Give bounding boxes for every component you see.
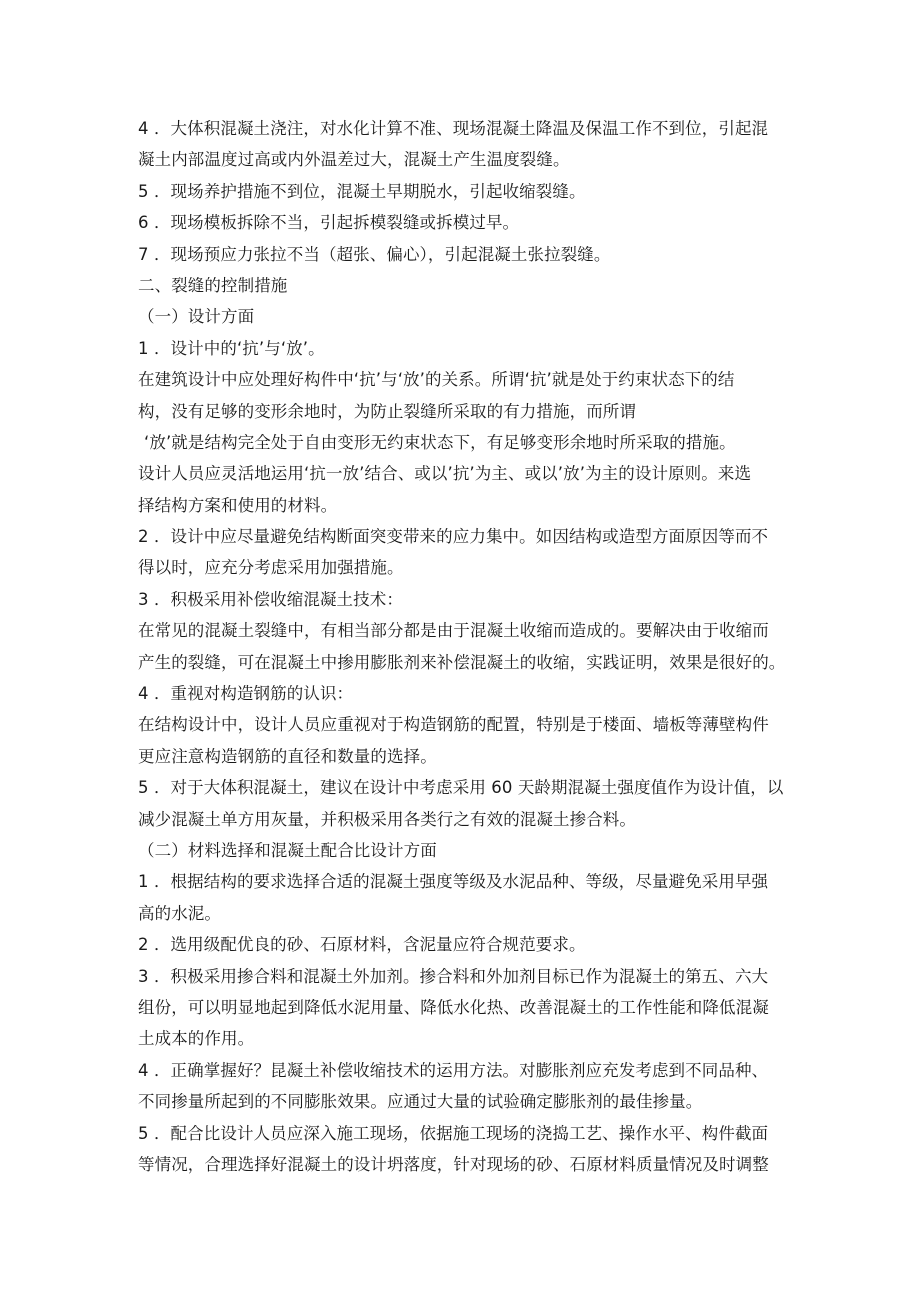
text-line: 高的水泥。 xyxy=(138,903,221,923)
text-line: 产生的裂缝，可在混凝土中掺用膨胀剂来补偿混凝土的收缩，实践证明，效果是很好的。 xyxy=(138,652,786,672)
text-line: 1 ．根据结构的要求选择合适的混凝土强度等级及水泥品种、等级，尽量避免采用早强 xyxy=(138,872,769,892)
subsection-heading: （二）材料选择和混凝土配合比设计方面 xyxy=(138,840,437,860)
text-line: 4 ．大体积混凝土浇注，对水化计算不准、现场混凝土降温及保温工作不到位，引起混 xyxy=(138,119,769,138)
text-line: 5 ．配合比设计人员应深入施工现场，依据施工现场的浇捣工艺、操作水平、构件截面 xyxy=(138,1123,769,1143)
text-line: 5 ．现场养护措施不到位，混凝土早期脱水，引起收缩裂缝。 xyxy=(138,181,586,201)
text-line: 2 ．选用级配优良的砂、石原材料，含泥量应符合规范要求。 xyxy=(138,935,586,955)
text-line: 4 ．正确掌握好？昆凝土补偿收缩技术的运用方法。对膨胀剂应充发考虑到不同品种、 xyxy=(138,1060,769,1080)
text-line: 等情况，合理选择好混凝土的设计坍落度，针对现场的砂、石原材料质量情况及时调整 xyxy=(138,1154,769,1174)
text-line: ‘放’就是结构完全处于自由变形无约束状态下，有足够变形余地时所采取的措施。 xyxy=(144,432,736,452)
document-body xyxy=(138,113,798,1180)
text-line: 1 ．设计中的‘抗’与‘放’。 xyxy=(138,338,325,358)
text-line: 在常见的混凝土裂缝中，有相当部分都是由于混凝土收缩而造成的。要解决由于收缩而 xyxy=(138,621,769,641)
subsection-heading: （一）设计方面 xyxy=(138,307,255,327)
text-line: 设计人员应灵活地运用‘抗一放’结合、或以’抗’为主、或以’放’为主的设计原则。来选 xyxy=(138,464,752,484)
text-line: 减少混凝土单方用灰量，并积极采用各类行之有效的混凝土掺合料。 xyxy=(138,809,636,829)
text-line: 在建筑设计中应处理好构件中‘抗’与‘放’的关系。所谓‘抗’就是处于约束状态下的结 xyxy=(138,370,735,390)
text-line: 更应注意构造钢筋的直径和数量的选择。 xyxy=(138,746,437,766)
text-line: 6 ．现场模板拆除不当，引起拆模裂缝或拆模过早。 xyxy=(138,213,520,233)
text-line: 土成本的作用。 xyxy=(138,1029,255,1049)
text-line: 组份，可以明显地起到降低水泥用量、降低水化热、改善混凝土的工作性能和降低混凝 xyxy=(138,997,769,1017)
text-line: 得以时，应充分考虑采用加强措施。 xyxy=(138,558,404,578)
text-line: 7 ．现场预应力张拉不当（超张、偏心），引起混凝土张拉裂缝。 xyxy=(138,244,611,264)
text-line: 在结构设计中，设计人员应重视对于构造钢筋的配置，特别是于楼面、墙板等薄壁构件 xyxy=(138,715,769,735)
text-line: 构，没有足够的变形余地时，为防止裂缝所采取的有力措施，而所谓 xyxy=(138,401,636,421)
text-line: 5 ．对于大体积混凝土，建议在设计中考虑采用 60 天龄期混凝土强度值作为设计值，以 xyxy=(138,778,784,798)
text-line: 3 ．积极采用掺合料和混凝土外加剂。掺合料和外加剂目标已作为混凝土的第五、六大 xyxy=(138,966,769,986)
text-line: 凝土内部温度过高或内外温差过大，混凝土产生温度裂缝。 xyxy=(138,150,570,170)
text-line: 择结构方案和使用的材料。 xyxy=(138,495,338,515)
text-line: 4 ．重视对构造钢筋的认识： xyxy=(138,684,354,704)
section-heading: 二、裂缝的控制措施 xyxy=(138,275,288,295)
text-line: 3 ．积极采用补偿收缩混凝土技术： xyxy=(138,589,403,609)
text-line: 不同掺量所起到的不同膨胀效果。应通过大量的试验确定膨胀剂的最佳掺量。 xyxy=(138,1092,703,1112)
text-line: 2 ．设计中应尽量避免结构断面突变带来的应力集中。如因结构或造型方面原因等而不 xyxy=(138,527,769,547)
